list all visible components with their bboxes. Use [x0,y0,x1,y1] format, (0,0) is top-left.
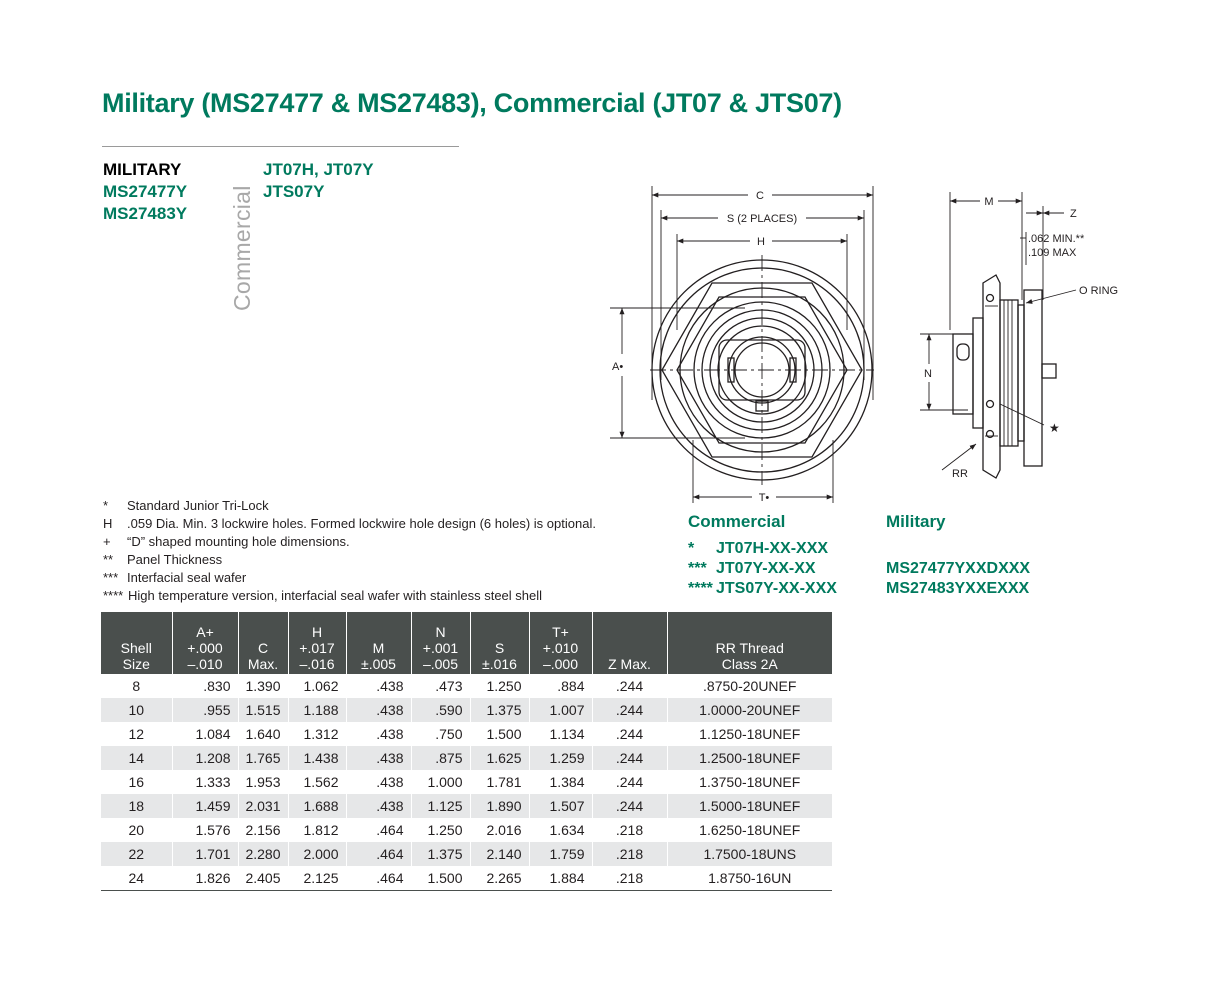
table-cell: 1.259 [529,746,592,770]
column-header-line: C [257,640,269,656]
table-cell: .244 [592,722,667,746]
table-cell: .875 [411,746,470,770]
table-cell: .438 [346,722,411,746]
table-cell: 2.265 [470,866,529,891]
table-cell: 1.062 [288,674,346,698]
table-row [101,698,832,722]
note-symbol: *** [103,570,119,585]
shell-size-cell: 20 [128,822,145,838]
dim-label-n: N [924,368,932,380]
commercial-vertical-label: Commercial [229,185,255,311]
table-cell: .464 [346,818,411,842]
table-row [101,722,832,746]
table-cell: 1.1250-18UNEF [667,722,832,746]
catalog-commercial-part [688,539,828,559]
catalog-commercial-part [688,579,837,599]
dim-label-rr: RR [952,468,968,480]
catalog-military-heading: Military [886,512,946,531]
table-cell: .438 [346,698,411,722]
column-header-line: –.016 [299,656,335,672]
table-cell: .244 [592,770,667,794]
connector-drawing [600,180,1160,510]
front-view [610,186,874,504]
dim-label-m: M [984,196,994,208]
table-cell: 1.0000-20UNEF [667,698,832,722]
dim-label-a: A• [612,361,624,373]
table-cell: 1.515 [238,698,288,722]
table-cell: 1.384 [529,770,592,794]
table-cell: 1.333 [172,770,238,794]
column-header-line: Shell [120,640,152,656]
table-cell: 1.2500-18UNEF [667,746,832,770]
table-cell: 2.280 [238,842,288,866]
catalog-part-number: JT07H-XX-XXX [716,540,829,557]
note-symbol: ** [103,552,114,567]
table-cell: 1.884 [529,866,592,891]
column-header-line: ±.005 [361,656,396,672]
table-cell: 1.000 [411,770,470,794]
note-text: .059 Dia. Min. 3 lockwire holes. Formed lockwire hole design (6 holes) is optional. [127,516,596,531]
table-cell: 1.759 [529,842,592,866]
column-header-line: +.017 [299,640,335,656]
table-cell: .244 [592,674,667,698]
note-text: “D” shaped mounting hole dimensions. [127,534,350,549]
table-row [101,842,832,866]
table-cell: .473 [411,674,470,698]
note-text: Standard Junior Tri-Lock [127,498,269,513]
table-cell: 1.781 [470,770,529,794]
note-symbol: H [103,516,113,531]
column-header-line: –.010 [187,656,223,672]
dim-label-h: H [757,236,765,248]
table-header [101,612,832,674]
column-header [592,612,667,674]
table-row [101,770,832,794]
table-cell: 1.640 [238,722,288,746]
table-row [101,794,832,818]
column-header-line: N [435,624,446,640]
table-cell: 1.084 [172,722,238,746]
note-text: Panel Thickness [127,552,223,567]
table-cell: 1.953 [238,770,288,794]
table-cell: .750 [411,722,470,746]
table-cell: 1.625 [470,746,529,770]
table-cell: .438 [346,674,411,698]
table-cell: 2.156 [238,818,288,842]
column-header-line: M [372,640,385,656]
table-header-row [101,612,832,674]
military-part-ms27483y: MS27483Y [103,204,188,223]
column-header-line: A+ [196,624,214,640]
table-cell: 1.007 [529,698,592,722]
column-header-line: Z Max. [608,656,651,672]
shell-size-cell: 10 [101,698,172,722]
column-header-line: Class 2A [721,656,778,672]
table-cell: .218 [592,818,667,842]
table-cell: 1.375 [411,842,470,866]
column-header [529,612,592,674]
table-cell: .955 [172,698,238,722]
column-header-line: ±.016 [482,656,517,672]
table-cell: .244 [592,698,667,722]
dim-label-z: Z [1070,208,1077,220]
table-cell: 1.688 [288,794,346,818]
note-text: Interfacial seal wafer [127,570,247,585]
table-cell: 2.405 [238,866,288,891]
table-cell: 1.125 [411,794,470,818]
column-header [411,612,470,674]
panel-thickness-min: .062 MIN.** [1028,233,1085,245]
table-cell: .884 [529,674,592,698]
dim-label-t: T• [758,492,770,504]
shell-size-cell: 22 [101,842,172,866]
o-ring-label: O RING [1079,285,1119,297]
table-cell: .464 [346,842,411,866]
dim-label-c: C [756,190,764,202]
catalog-commercial-heading: Commercial [688,512,786,531]
note-symbol: + [103,534,111,549]
shell-size-cell: 24 [101,866,172,891]
column-header [172,612,238,674]
table-cell: 1.8750-16UN [667,866,832,891]
note-text: High temperature version, interfacial seal wafer with stainless steel shell [128,588,543,603]
commercial-part-jts07y: JTS07Y [263,182,325,201]
commercial-part-jt07: JT07H, JT07Y [263,160,374,179]
table-cell: 1.5000-18UNEF [667,794,832,818]
table-cell: 1.188 [288,698,346,722]
catalog-symbol: *** [688,560,707,577]
table-cell: 1.765 [238,746,288,770]
catalog-symbol: **** [688,580,713,597]
table-cell: 1.500 [411,866,470,891]
table-body [101,674,832,891]
table-cell: 1.208 [172,746,238,770]
table-cell: 1.701 [172,842,238,866]
table-cell: 1.250 [470,674,529,698]
column-header [238,612,288,674]
table-cell: .830 [172,674,238,698]
column-header-line: –.005 [422,656,459,672]
table-row [101,746,832,770]
table-cell: 1.390 [238,674,288,698]
table-cell: 1.812 [288,818,346,842]
shell-size-cell: 14 [101,746,172,770]
shell-size-cell: 8 [132,678,141,694]
column-header [667,612,832,674]
table-cell: .438 [346,794,411,818]
catalog-military-part: MS27483YXXEXXX [886,580,1030,597]
table-cell: 1.634 [529,818,592,842]
table-cell: 2.000 [288,842,346,866]
table-cell: 2.125 [288,866,346,891]
column-header [101,612,172,674]
shell-size-cell: 18 [101,794,172,818]
table-cell: .464 [346,866,411,891]
column-header-line: Size [122,656,150,672]
table-cell: .218 [592,842,667,866]
table-row [101,674,832,698]
table-cell: 1.500 [470,722,529,746]
table-cell: 1.459 [172,794,238,818]
note-symbol: * [103,498,109,513]
table-cell: 1.562 [288,770,346,794]
table-cell: 2.016 [470,818,529,842]
table-row [101,818,832,842]
column-header-line: H [311,624,323,640]
table-cell: 2.140 [470,842,529,866]
catalog-part-number: JTS07Y-XX-XXX [716,580,837,597]
panel-thickness-max: .109 MAX [1028,247,1077,259]
column-header-line: Max. [247,656,279,672]
table-cell: .218 [592,866,667,891]
column-header-line: +.001 [422,640,459,656]
table-cell: .244 [592,794,667,818]
column-header [470,612,529,674]
table-cell: 1.6250-18UNEF [667,818,832,842]
title-divider [102,146,459,147]
column-header-line: +.010 [542,640,579,656]
column-header-line: RR Thread [715,640,784,656]
catalog-commercial-part [688,559,816,579]
table-cell: 1.7500-18UNS [667,842,832,866]
table-cell: 1.312 [288,722,346,746]
column-header [346,612,411,674]
table-cell: 1.576 [172,818,238,842]
column-header-line: T+ [552,624,569,640]
dimensions-table [101,612,832,891]
table-cell: 1.438 [288,746,346,770]
column-header-line: –.000 [542,656,579,672]
column-header-line: S [494,640,505,656]
table-cell: 1.890 [470,794,529,818]
column-header-line: +.000 [187,640,223,656]
military-part-ms27477y: MS27477Y [103,182,188,201]
table-cell: 1.507 [529,794,592,818]
side-view [920,192,1118,480]
table-cell: .438 [346,770,411,794]
table-cell: .244 [592,746,667,770]
shell-size-cell: 16 [128,774,145,790]
catalog-part-number: JT07Y-XX-XX [716,560,816,577]
column-header [288,612,346,674]
table-cell: 1.134 [529,722,592,746]
dim-label-s: S (2 PLACES) [726,213,798,225]
table-cell: 2.031 [238,794,288,818]
table-cell: .8750-20UNEF [667,674,832,698]
page-title: Military (MS27477 & MS27483), Commercial (JT07 & JTS07) [102,88,842,118]
table-cell: 1.3750-18UNEF [667,770,832,794]
table-cell: 1.375 [470,698,529,722]
catalog-symbol: * [688,540,695,557]
catalog-military-part: MS27477YXXDXXX [886,560,1031,577]
table-cell: .590 [411,698,470,722]
table-cell: .438 [346,746,411,770]
table-cell: 1.250 [411,818,470,842]
star-marker: ★ [1049,421,1060,435]
shell-size-cell: 12 [128,726,145,742]
military-heading: MILITARY [103,160,182,179]
note-symbol: **** [103,588,124,603]
table-row [101,866,832,891]
table-cell: 1.826 [172,866,238,891]
